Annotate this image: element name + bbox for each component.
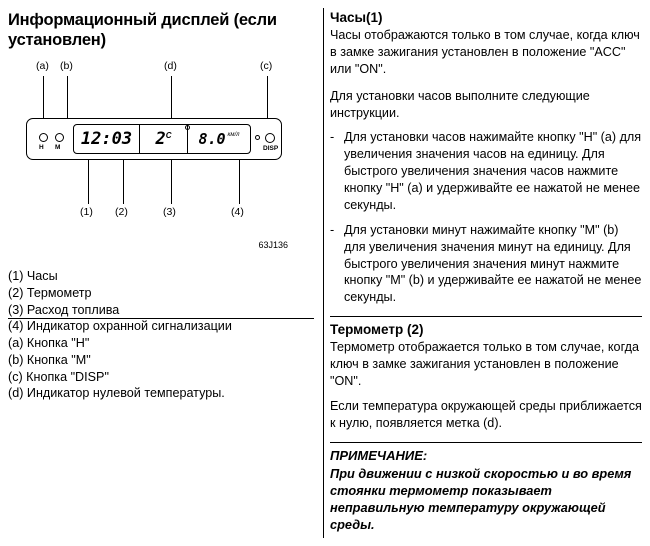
button-disp-caption: DISP <box>263 145 279 153</box>
note-divider <box>330 442 642 443</box>
list-item: (b) Кнопка "M" <box>8 352 91 367</box>
button-m-caption: M <box>55 144 61 152</box>
information-display-unit <box>26 118 282 160</box>
callout-label-a: (a) <box>36 60 49 73</box>
callout-label-3: (3) <box>163 206 176 219</box>
list-item-text: Для установки часов нажимайте кнопку "H" (a) для увеличения значения часов на единицу. Для быстрого увеличения значения часов нажмите кнопку "H" (a) и удерживайте ее нажатой не менее секунды. <box>344 130 642 212</box>
page-title: Информационный дисплей (если установлен) <box>8 11 277 50</box>
lcd-screen <box>73 124 251 154</box>
thermometer-paragraph-2: Если температура окружающей среды приближается к нулю, появляется метка (d). <box>330 398 642 430</box>
callout-label-4: (4) <box>231 206 244 219</box>
column-divider <box>323 8 324 538</box>
leader-line-2 <box>123 160 124 204</box>
button-h-caption: H <box>39 144 44 152</box>
note-text: При движении с низкой скоростью и во время стоянки термометр показывает неправильную температуру окружающей среды. <box>330 465 632 532</box>
callout-label-c: (c) <box>260 60 273 73</box>
leader-line-c <box>267 76 268 120</box>
clock-paragraph-1: Часы отображаются только в том случае, когда ключ в замке зажигания установлен в положение "ACC" или "ON". <box>330 28 640 76</box>
left-column <box>8 10 318 402</box>
leader-line-4 <box>239 160 240 204</box>
leader-line-1 <box>88 160 89 204</box>
dash-bullet: - <box>330 222 335 237</box>
clock-section-heading: Часы(1) <box>330 10 383 25</box>
figure-legend <box>8 268 318 402</box>
figure-bottom-rule <box>8 318 314 319</box>
clock-paragraph-2: Для установки часов выполните следующие инструкции. <box>330 88 590 120</box>
callout-label-b: (b) <box>60 60 73 73</box>
leader-line-b <box>67 76 68 120</box>
figure-code: 63J136 <box>258 240 288 251</box>
display-unit-figure <box>8 58 314 254</box>
list-item <box>330 222 642 306</box>
thermometer-paragraph-1: Термометр отображается только в том случае, когда ключ в замке зажигания установлен в положение "ON". <box>330 340 639 388</box>
callout-label-d: (d) <box>164 60 177 73</box>
lcd-temperature-value: 2 <box>155 129 166 150</box>
list-item: (c) Кнопка "DISP" <box>8 369 109 384</box>
lcd-fuel-value: 8.0 <box>198 130 226 149</box>
button-m[interactable] <box>55 133 64 142</box>
lcd-temperature-unit: C <box>165 131 172 141</box>
security-alarm-indicator-icon <box>255 135 260 140</box>
lcd-clock-value: 12:03 <box>80 129 133 150</box>
clock-instruction-list <box>330 129 642 306</box>
right-column <box>330 10 642 533</box>
list-item: (1) Часы <box>8 269 58 284</box>
list-item-text: Для установки минут нажимайте кнопку "M" (b) для увеличения значения минут на единицу. Для быстрого увеличения значения минут нажмите кнопку "M" (b) и удерживайте ее нажатой не менее секунды. <box>344 222 642 305</box>
callout-label-2: (2) <box>115 206 128 219</box>
lcd-clock-segment <box>74 125 140 153</box>
lcd-temperature-segment <box>140 125 188 153</box>
callout-label-1: (1) <box>80 206 93 219</box>
list-item: (a) Кнопка "H" <box>8 336 90 351</box>
button-h[interactable] <box>39 133 48 142</box>
dash-bullet: - <box>330 130 335 145</box>
list-item <box>330 129 642 213</box>
list-item: (d) Индикатор нулевой температуры. <box>8 386 225 401</box>
note-heading: ПРИМЕЧАНИЕ: <box>330 447 428 463</box>
section-divider <box>330 316 642 317</box>
lcd-fuel-unit: км/л <box>227 132 240 139</box>
leader-line-a <box>43 76 44 120</box>
leader-line-3 <box>171 160 172 204</box>
list-item: (3) Расход топлива <box>8 302 120 317</box>
button-disp[interactable] <box>265 133 275 143</box>
list-item: (4) Индикатор охранной сигнализации <box>8 319 232 334</box>
list-item: (2) Термометр <box>8 285 92 300</box>
thermometer-section-heading: Термометр (2) <box>330 322 424 338</box>
lcd-fuel-segment <box>188 125 250 153</box>
